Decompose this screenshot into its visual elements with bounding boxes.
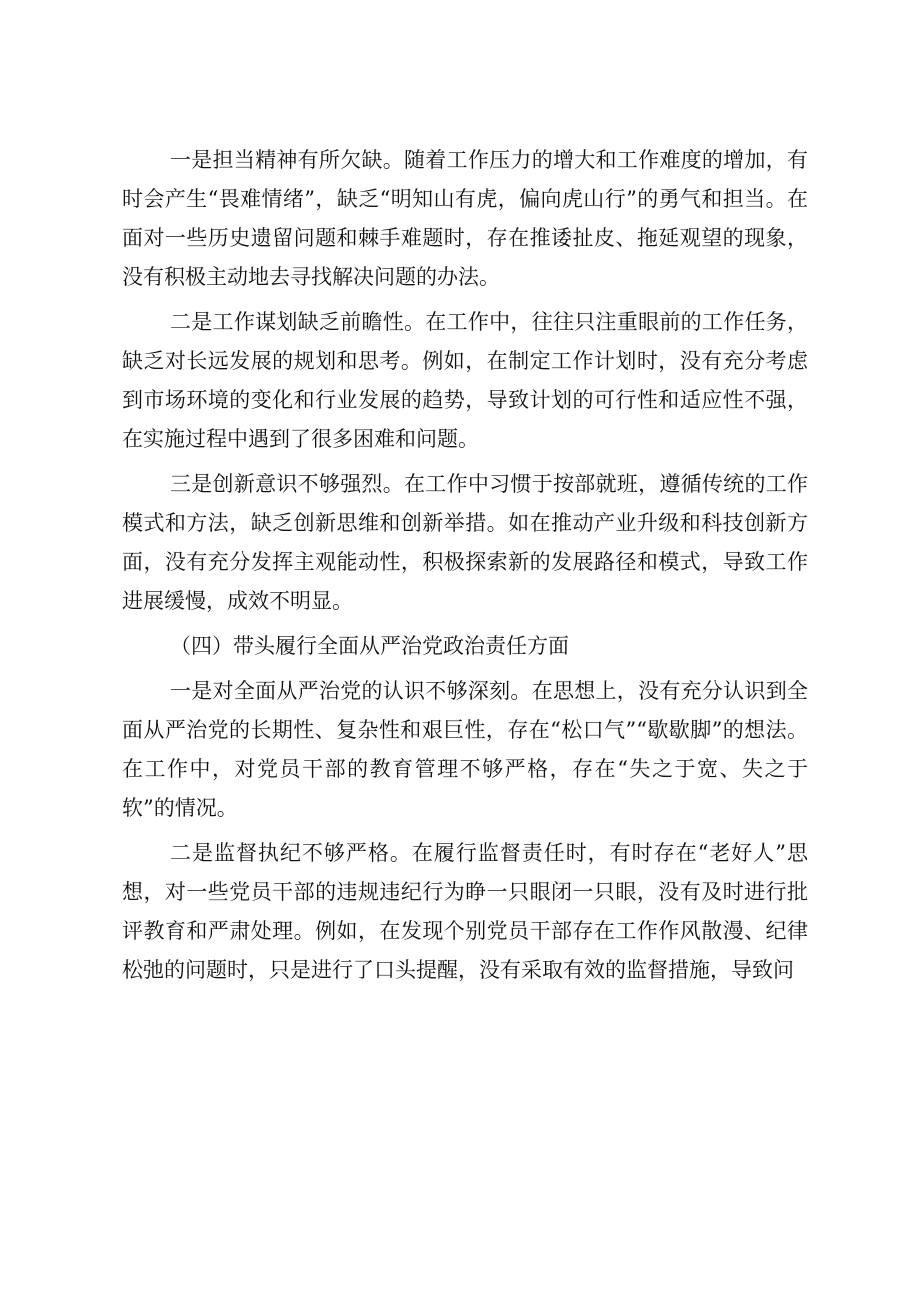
section-heading: （四）带头履行全面从严治党政治责任方面	[170, 634, 569, 658]
paragraph-courage: 一是担当精神有所欠缺。随着工作压力的增大和工作难度的增加，有时会产生“畏难情绪”，缺乏“明知山有虎，偏向虎山行”的勇气和担当。在面对一些历史遗留问题和棘手难题时，存在推诿扯皮、拖延观望的现象，没有积极主动地去寻找解决问题的办法。	[122, 148, 808, 289]
paragraph-innovation: 三是创新意识不够强烈。在工作中习惯于按部就班，遵循传统的工作模式和方法，缺乏创新思维和创新举措。如在推动产业升级和科技创新方面，没有充分发挥主观能动性，积极探索新的发展路径和模式，导致工作进展缓慢，成效不明显。	[122, 472, 808, 613]
paragraph-understanding: 一是对全面从严治党的认识不够深刻。在思想上，没有充分认识到全面从严治党的长期性、复杂性和艰巨性，存在“松口气”“歇歇脚”的想法。在工作中，对党员干部的教育管理不够严格，存在“失之于宽、失之于软”的情况。	[122, 679, 808, 820]
document-body	[122, 141, 808, 996]
paragraph-planning: 二是工作谋划缺乏前瞻性。在工作中，往往只注重眼前的工作任务，缺乏对长远发展的规划和思考。例如，在制定工作计划时，没有充分考虑到市场环境的变化和行业发展的趋势，导致计划的可行性和适应性不强，在实施过程中遇到了很多困难和问题。	[122, 310, 808, 451]
paragraph-supervision: 二是监督执纪不够严格。在履行监督责任时，有时存在“老好人”思想，对一些党员干部的违规违纪行为睁一只眼闭一只眼，没有及时进行批评教育和严肃处理。例如，在发现个别党员干部存在工作作风散漫、纪律松弛的问题时，只是进行了口头提醒，没有采取有效的监督措施，导致问	[122, 841, 808, 982]
